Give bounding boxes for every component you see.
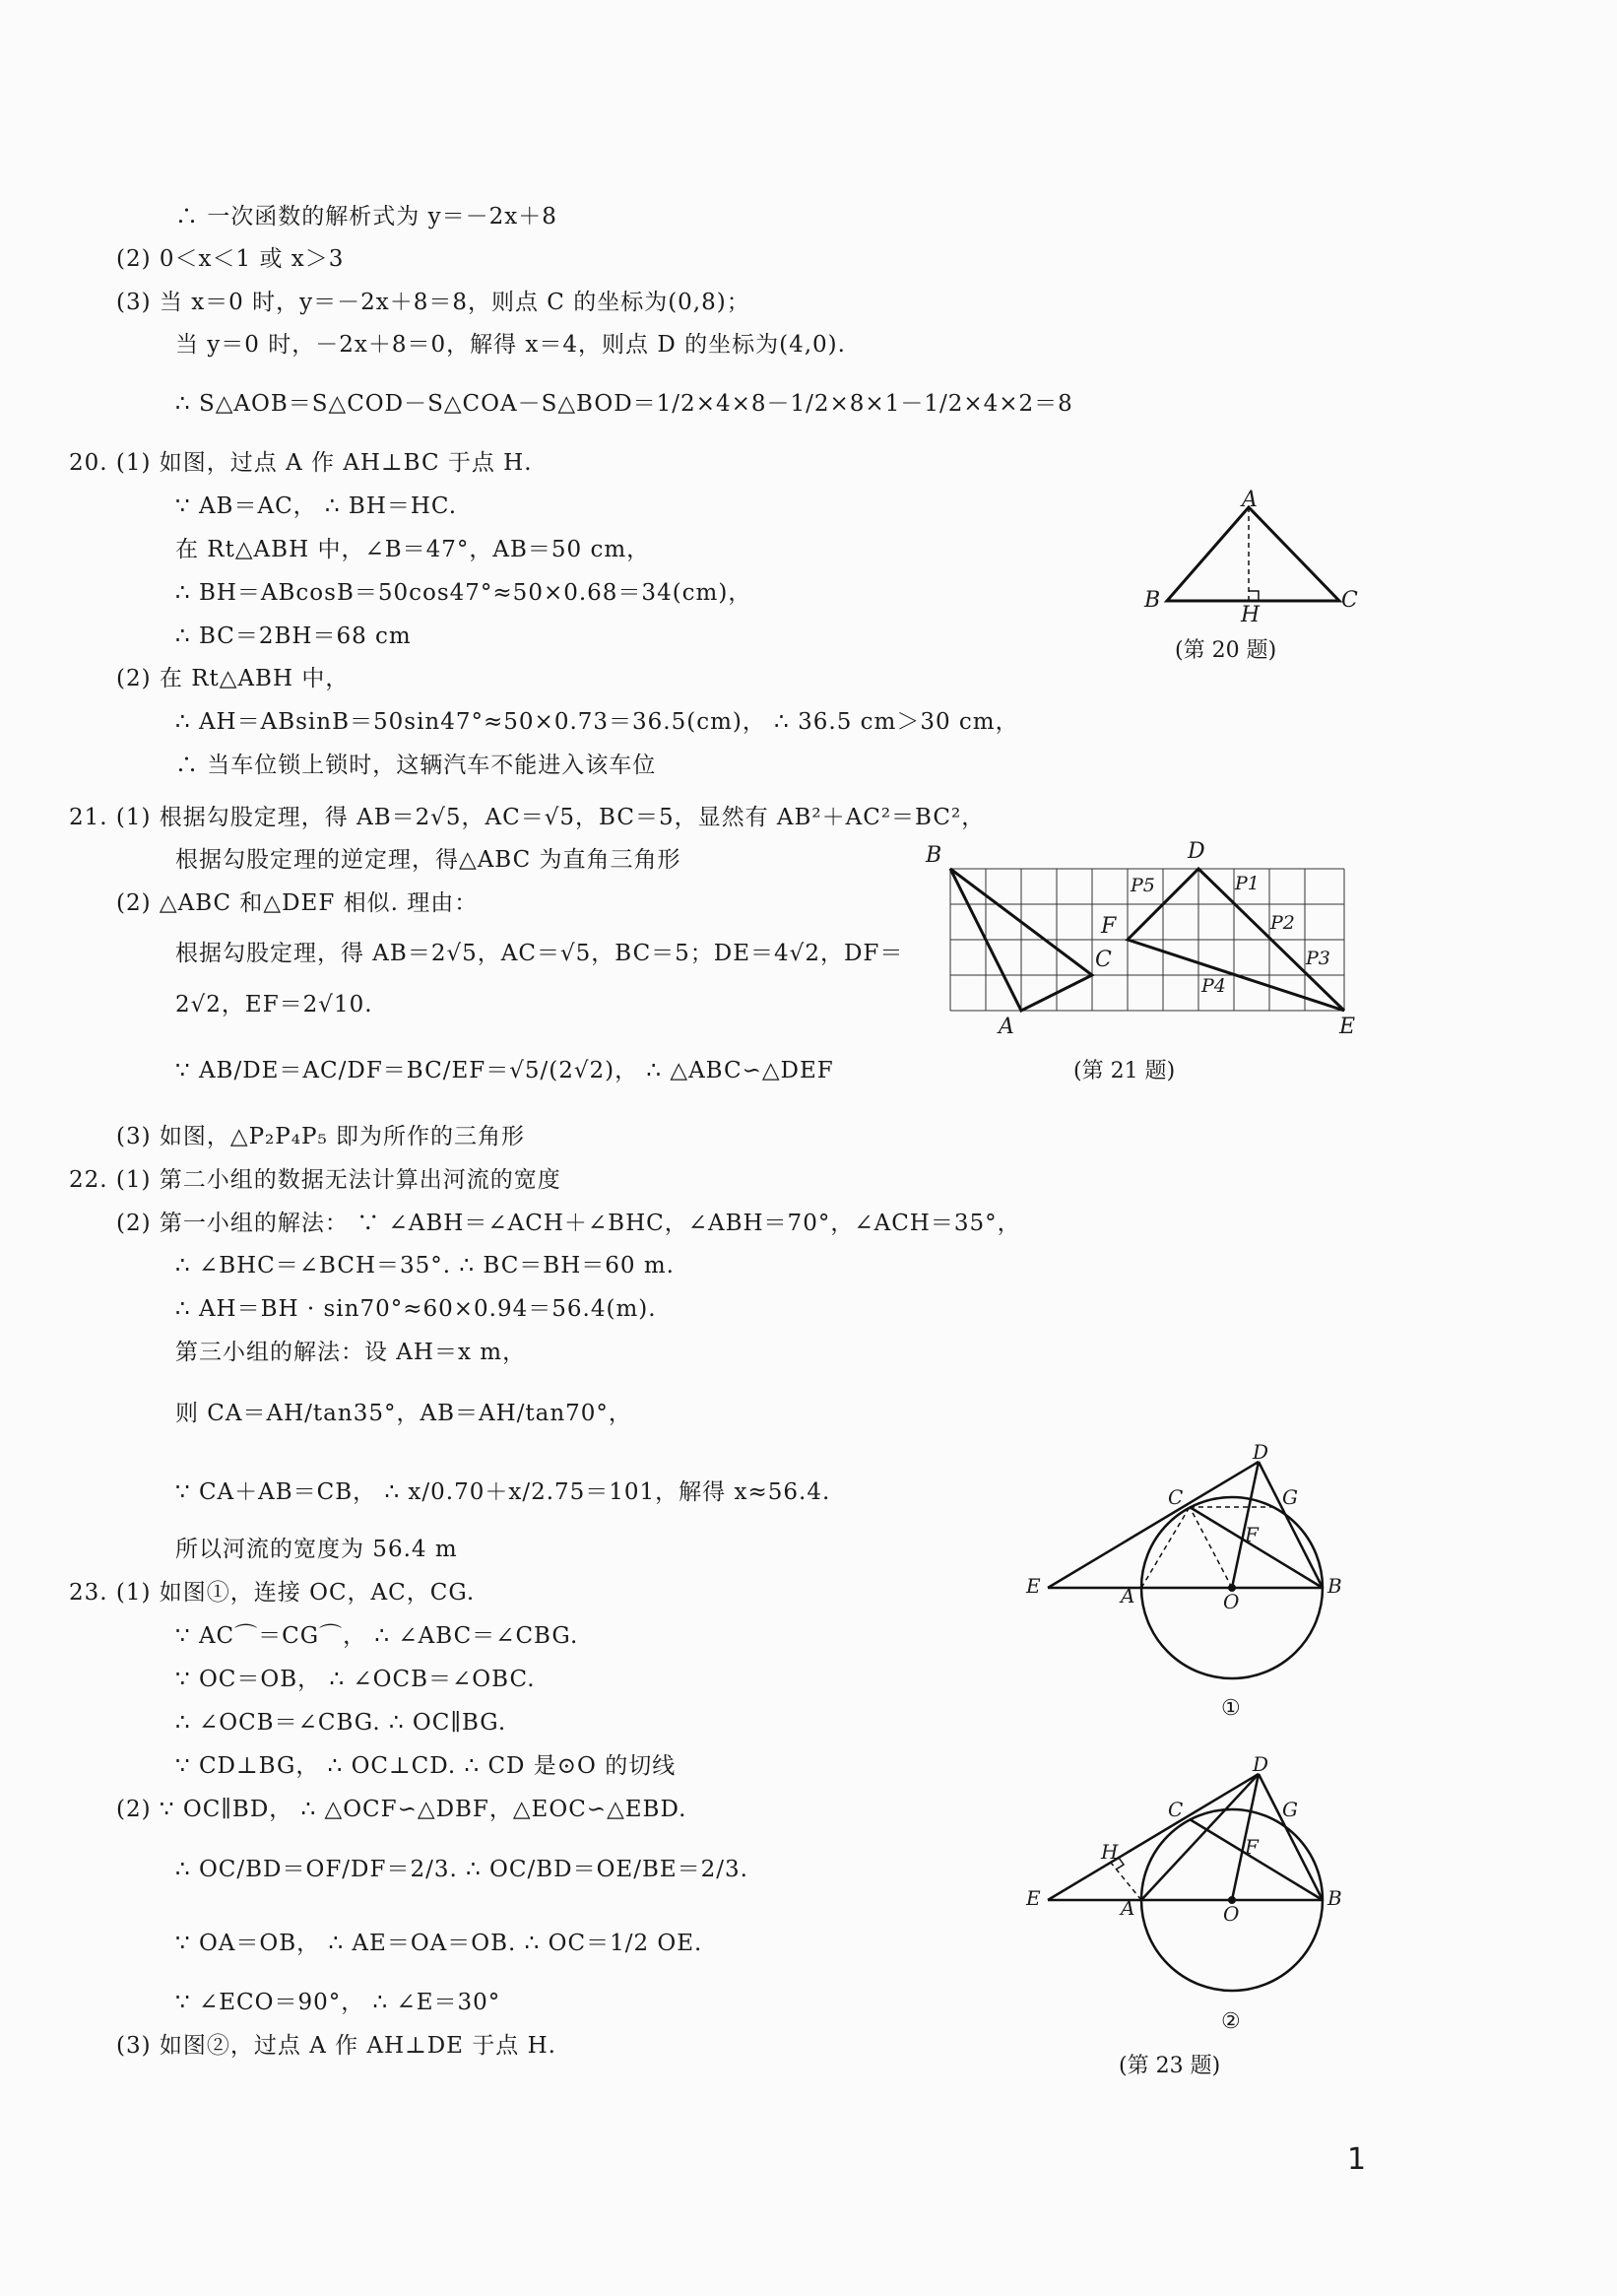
- triangle-abc: [1167, 507, 1339, 601]
- text-line: ∴ OC/BD＝OF/DF＝2/3. ∴ OC/BD＝OE/BE＝2/3.: [175, 1857, 748, 1882]
- text-line: ∵ AC⌒＝CG⌒， ∴ ∠ABC＝∠CBG.: [175, 1623, 579, 1649]
- text-line: ∵ OA＝OB， ∴ AE＝OA＝OB. ∴ OC＝1/2 OE.: [175, 1931, 703, 1956]
- caption-fig23: (第 23 题): [1119, 2054, 1221, 2078]
- label-d: D: [1253, 1440, 1269, 1464]
- text-line: ∴ 一次函数的解析式为 y＝－2x＋8: [175, 204, 557, 230]
- text-line: 在 Rt△ABH 中，∠B＝47°，AB＝50 cm，: [175, 537, 651, 562]
- label-f: F: [1245, 1523, 1259, 1546]
- label-p5: P5: [1131, 875, 1155, 896]
- label-e: E: [1339, 1015, 1356, 1039]
- text-line: (2) △ABC 和△DEF 相似. 理由：: [116, 890, 479, 916]
- label-c: C: [1341, 588, 1358, 613]
- text-line: ∴ AH＝ABsinB＝50sin47°≈50×0.73＝36.5(cm)， ∴ 36.5 cm＞30 cm，: [175, 709, 1019, 735]
- text-line: 2√2，EF＝2√10.: [175, 992, 373, 1017]
- text-line: (2) 0＜x＜1 或 x＞3: [116, 246, 345, 272]
- text-line: ∴ BC＝2BH＝68 cm: [175, 623, 412, 649]
- label-b: B: [1327, 1886, 1342, 1910]
- caption-fig23-2: ②: [1221, 2009, 1241, 2034]
- text-line: 20. (1) 如图，过点 A 作 AH⊥BC 于点 H.: [69, 450, 533, 476]
- label-p2: P2: [1270, 912, 1295, 934]
- text-line: ∴ BH＝ABcosB＝50cos47°≈50×0.68＝34(cm)，: [175, 580, 752, 606]
- label-e: E: [1026, 1574, 1041, 1598]
- label-p1: P1: [1235, 873, 1260, 894]
- text-line: 根据勾股定理，得 AB＝2√5，AC＝√5，BC＝5；DE＝4√2，DF＝: [175, 941, 904, 966]
- label-o: O: [1223, 1902, 1240, 1926]
- text-line: 根据勾股定理的逆定理，得△ABC 为直角三角形: [175, 847, 681, 873]
- text-line: ∴ 当车位锁上锁时，这辆汽车不能进入该车位: [175, 753, 657, 778]
- page-number: 1: [1347, 2142, 1367, 2177]
- label-a: A: [1242, 488, 1258, 512]
- text-line: (2) ∵ OC∥BD， ∴ △OCF∽△DBF，△EOC∽△EBD.: [116, 1797, 687, 1822]
- text-line: ∵ ∠ECO＝90°， ∴ ∠E＝30°: [175, 1990, 501, 2015]
- label-h: H: [1241, 603, 1261, 627]
- caption-fig23-1: ①: [1221, 1696, 1241, 1721]
- text-line: ∴ S△AOB＝S△COD－S△COA－S△BOD＝1/2×4×8－1/2×8×1－1/2×4×2＝8: [175, 391, 1073, 417]
- text-line: (2) 在 Rt△ABH 中，: [116, 666, 350, 691]
- text-line: ∴ AH＝BH · sin70°≈60×0.94＝56.4(m).: [175, 1296, 657, 1322]
- text-line: 23. (1) 如图①，连接 OC，AC，CG.: [69, 1580, 476, 1606]
- label-b: B: [926, 843, 942, 868]
- caption-fig21: (第 21 题): [1073, 1059, 1176, 1083]
- label-f: F: [1245, 1835, 1259, 1859]
- label-d: D: [1188, 839, 1205, 864]
- label-h: H: [1101, 1840, 1119, 1864]
- text-line: (3) 当 x＝0 时，y＝－2x＋8＝8，则点 C 的坐标为(0,8)；: [116, 290, 750, 315]
- text-line: 当 y＝0 时，－2x＋8＝0，解得 x＝4，则点 D 的坐标为(4,0).: [175, 332, 846, 358]
- text-line: ∵ AB＝AC， ∴ BH＝HC.: [175, 493, 458, 519]
- text-line: 所以河流的宽度为 56.4 m: [175, 1537, 458, 1562]
- label-c: C: [1095, 948, 1112, 972]
- text-line: (2) 第一小组的解法： ∵ ∠ABH＝∠ACH＋∠BHC，∠ABH＝70°，∠ACH＝35°，: [116, 1211, 1021, 1236]
- label-a: A: [1121, 1584, 1135, 1607]
- label-e: E: [1026, 1886, 1041, 1910]
- label-b: B: [1327, 1574, 1342, 1598]
- label-p4: P4: [1201, 975, 1226, 997]
- label-c: C: [1168, 1798, 1184, 1821]
- text-line: ∵ CD⊥BG， ∴ OC⊥CD. ∴ CD 是⊙O 的切线: [175, 1753, 677, 1779]
- text-line: 22. (1) 第二小组的数据无法计算出河流的宽度: [69, 1167, 561, 1193]
- text-line: 21. (1) 根据勾股定理，得 AB＝2√5，AC＝√5，BC＝5，显然有 AB²＋AC²＝BC²，: [69, 805, 986, 830]
- text-line: ∵ OC＝OB， ∴ ∠OCB＝∠OBC.: [175, 1667, 536, 1692]
- label-o: O: [1223, 1590, 1240, 1613]
- label-g: G: [1282, 1798, 1298, 1821]
- label-a: A: [1121, 1896, 1135, 1920]
- text-line: ∵ CA＋AB＝CB， ∴ x/0.70＋x/2.75＝101，解得 x≈56.4.: [175, 1479, 831, 1505]
- label-g: G: [1282, 1485, 1298, 1509]
- text-line: (3) 如图②，过点 A 作 AH⊥DE 于点 H.: [116, 2033, 556, 2059]
- label-b: B: [1144, 588, 1161, 613]
- text-line: ∴ ∠BHC＝∠BCH＝35°. ∴ BC＝BH＝60 m.: [175, 1253, 675, 1279]
- label-c: C: [1168, 1485, 1184, 1509]
- label-d: D: [1253, 1752, 1269, 1776]
- label-p3: P3: [1306, 948, 1330, 969]
- text-line: ∴ ∠OCB＝∠CBG. ∴ OC∥BG.: [175, 1710, 507, 1736]
- label-f: F: [1101, 914, 1117, 939]
- text-line: 则 CA＝AH/tan35°，AB＝AH/tan70°，: [175, 1401, 632, 1426]
- text-line: 第三小组的解法：设 AH＝x m，: [175, 1340, 527, 1365]
- label-a: A: [999, 1015, 1014, 1039]
- text-line: ∵ AB/DE＝AC/DF＝BC/EF＝√5/(2√2)， ∴ △ABC∽△DEF: [175, 1058, 834, 1083]
- text-line: (3) 如图，△P₂P₄P₅ 即为所作的三角形: [116, 1124, 525, 1149]
- caption-fig20: (第 20 题): [1175, 638, 1277, 663]
